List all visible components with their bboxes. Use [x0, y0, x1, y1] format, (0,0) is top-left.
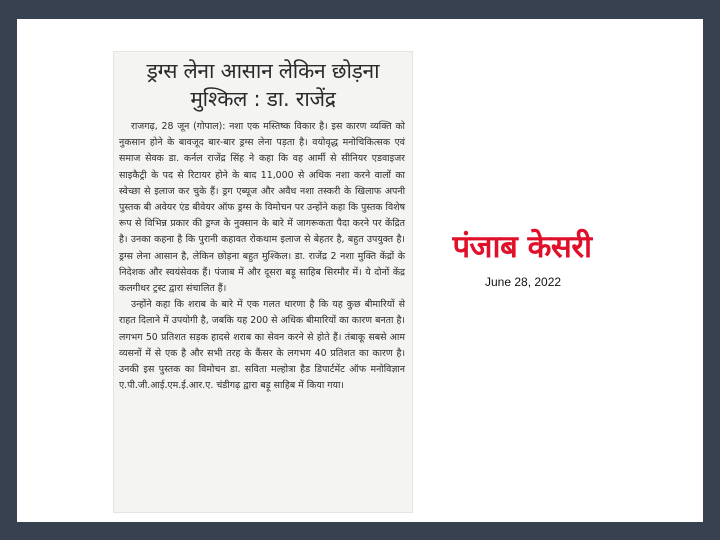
headline-line-1: ड्रग्स लेना आसान लेकिन छोड़ना [146, 59, 380, 83]
headline-line-2: मुश्किल : डा. राजेंद्र [190, 87, 336, 111]
slide [17, 19, 703, 522]
punjab-kesari-logo: पंजाब केसरी [452, 229, 592, 265]
publication-date: June 28, 2022 [485, 275, 562, 289]
article-paragraph-1: राजगढ़, 28 जून (गोपाल): नशा एक मस्तिष्क विकार है। इस कारण व्यक्ति को नुकसान होने के बावजूद बार-बार ड्रग्स लेना पड़ता है। वयोवृद्ध मनोचिकित्सक एवं समाज सेवक डा. कर्नल राजेंद्र सिंह ने कहा कि वह आर्मी से सीनियर एडवाइजर साइकैट्री के पद से रिटायर होने के बाद 11,000 से अधिक नशा करने वालों का स्वेच्छा से इलाज कर चुके हैं। ड्रग एब्यूज और अवैध नशा तस्करी के खिलाफ अपनी पुस्तक बी अवेयर एंड बीवेयर ऑफ ड्रग्स के विमोचन पर उन्होंने कहा कि पुस्तक विशेष रूप से विभिन्न प्रकार की ड्रग्ज के नुक्सान के बारे में जागरूकता पैदा करने पर केंद्रित है। उनका कहना है कि पुरानी कहावत रोकथाम इलाज से बेहतर है, बहुत उपयुक्त है। ड्रग्स लेना आसान है, लेकिन छोड़ना बहुत मुश्किल। डा. राजेंद्र 2 नशा मुक्ति केंद्रों के निदेशक और स्वयंसेवक हैं। पंजाब में और दूसरा बड़ू साहिब सिरमौर में। ये दोनों केंद्र कलगीधर ट्रस्ट द्वारा संचालित हैं। [119, 121, 405, 295]
article-paragraph-2: उन्होंने कहा कि शराब के बारे में एक गलत धारणा है कि यह कुछ बीमारियों से राहत दिलाने में उपयोगी है, जबकि यह 200 से अधिक बीमारियों का कारण बनता है। लगभग 50 प्रतिशत सड़क हादसे शराब का सेवन करने से होते हैं। तंबाकू सबसे आम व्यसनों में से एक है और सभी तरह के कैंसर के लगभग 40 प्रतिशत का कारण है। उनकी इस पुस्तक का विमोचन डा. सविता मल्होत्रा हैड डिपार्टमेंट ऑफ मनोविज्ञान ए.पी.जी.आई.एम.ई.आर.ए. चंडीगढ़ द्वारा बड़ू साहिब में किया गया। [119, 299, 405, 392]
article-headline [121, 57, 405, 113]
newspaper-clipping [113, 51, 413, 513]
